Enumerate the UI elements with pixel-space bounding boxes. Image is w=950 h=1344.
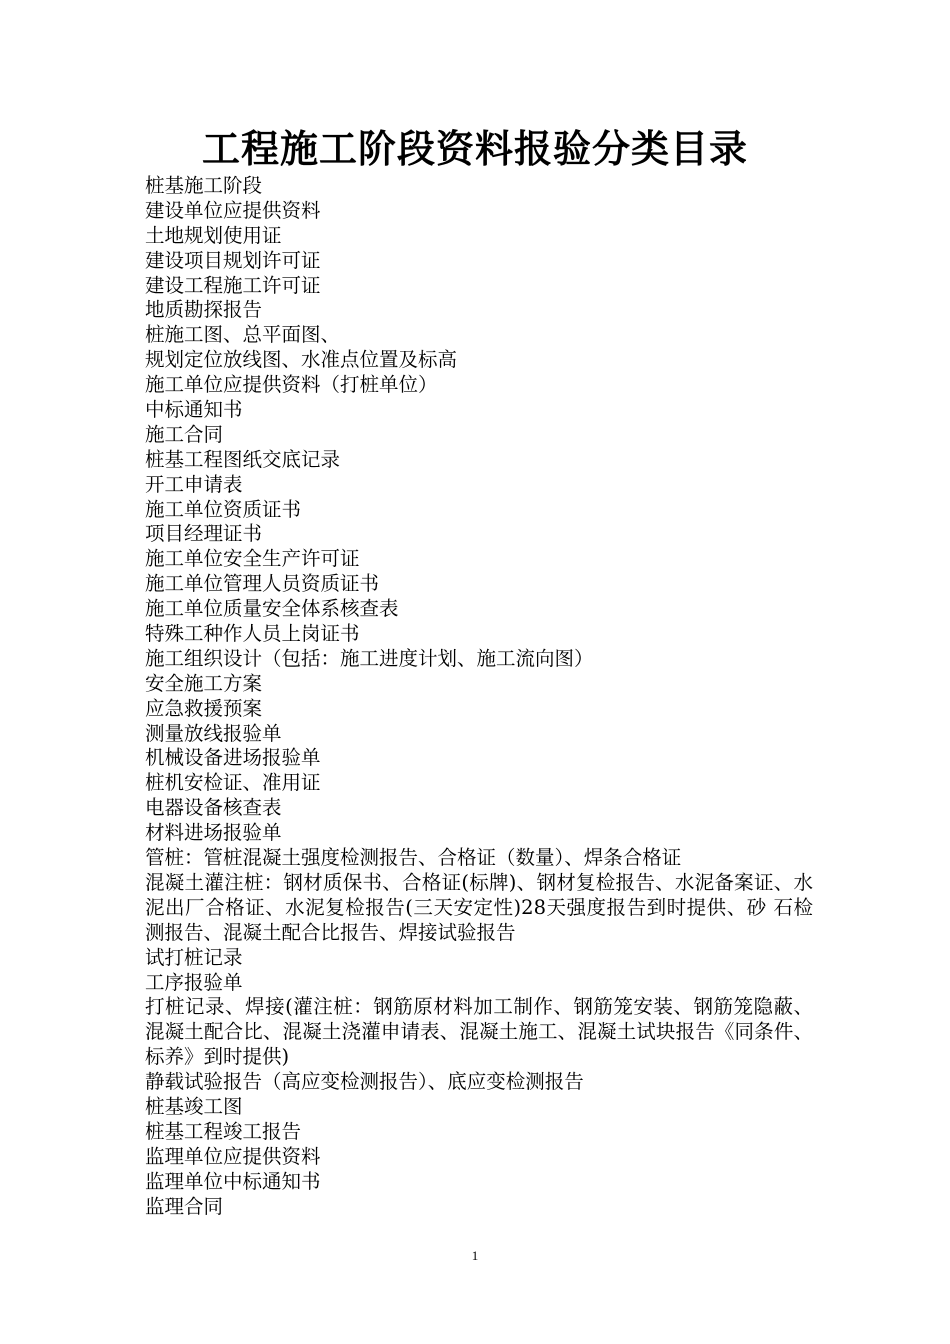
list-item: 施工单位质量安全体系核查表 [145, 597, 399, 621]
list-item: 测量放线报验单 [145, 721, 282, 745]
list-item: 桩基竣工图 [145, 1095, 243, 1119]
list-item: 机械设备进场报验单 [145, 746, 321, 770]
list-item: 施工组织设计（包括：施工进度计划、施工流向图） [145, 646, 594, 670]
list-item: 静载试验报告（高应变检测报告）、底应变检测报告 [145, 1070, 584, 1094]
list-item: 管桩：管桩混凝土强度检测报告、合格证（数量）、焊条合格证 [145, 846, 682, 870]
document-title: 工程施工阶段资料报验分类目录 [201, 127, 748, 171]
list-item: 规划定位放线图、水准点位置及标高 [145, 348, 458, 372]
item-list-section-2 [145, 946, 813, 996]
page-number: 1 [471, 1248, 479, 1263]
list-item: 建设工程施工许可证 [145, 273, 321, 297]
cast-in-place-pile-paragraph: 混凝土灌注桩：钢材质保书、合格证(标牌)、钢材复检报告、水泥备案证、水泥出厂合格证、水泥复检报告(三天安定性)28天强度报告到时提供、砂 石检测报告、混凝土配合比报告、焊接试验报告 [145, 870, 813, 944]
list-item: 施工单位应提供资料（打桩单位） [145, 373, 438, 397]
pile-driving-record-paragraph: 打桩记录、焊接(灌注桩：钢筋原材料加工制作、钢筋笼安装、钢筋笼隐蔽、混凝土配合比、混凝土浇灌申请表、混凝土施工、混凝土试块报告《同条件、标养》到时提供) [145, 995, 813, 1069]
list-item: 桩基工程竣工报告 [145, 1119, 302, 1143]
list-item: 特殊工种作人员上岗证书 [145, 622, 360, 646]
item-list-section-1 [145, 174, 813, 871]
document-body [145, 174, 813, 1220]
list-item: 安全施工方案 [145, 671, 263, 695]
list-item: 监理合同 [145, 1194, 224, 1218]
list-item: 施工单位资质证书 [145, 497, 302, 521]
list-item: 施工单位安全生产许可证 [145, 547, 360, 571]
list-item: 试打桩记录 [145, 945, 243, 969]
list-item: 施工单位管理人员资质证书 [145, 572, 380, 596]
list-item: 桩机安检证、准用证 [145, 771, 321, 795]
list-item: 监理单位应提供资料 [145, 1144, 321, 1168]
list-item: 监理单位中标通知书 [145, 1169, 321, 1193]
list-item: 施工合同 [145, 422, 224, 446]
list-item: 应急救援预案 [145, 696, 263, 720]
list-item: 土地规划使用证 [145, 223, 282, 247]
list-item: 桩施工图、总平面图、 [145, 323, 341, 347]
list-item: 地质勘探报告 [145, 298, 263, 322]
list-item: 项目经理证书 [145, 522, 263, 546]
list-item: 建设单位应提供资料 [145, 198, 321, 222]
item-list-section-3 [145, 1070, 813, 1219]
list-item: 材料进场报验单 [145, 821, 282, 845]
list-item: 桩基施工阶段 [145, 174, 263, 197]
list-item: 中标通知书 [145, 398, 243, 422]
list-item: 建设项目规划许可证 [145, 248, 321, 272]
list-item: 工序报验单 [145, 970, 243, 994]
list-item: 桩基工程图纸交底记录 [145, 447, 341, 471]
list-item: 开工申请表 [145, 472, 243, 496]
list-item: 电器设备核查表 [145, 796, 282, 820]
